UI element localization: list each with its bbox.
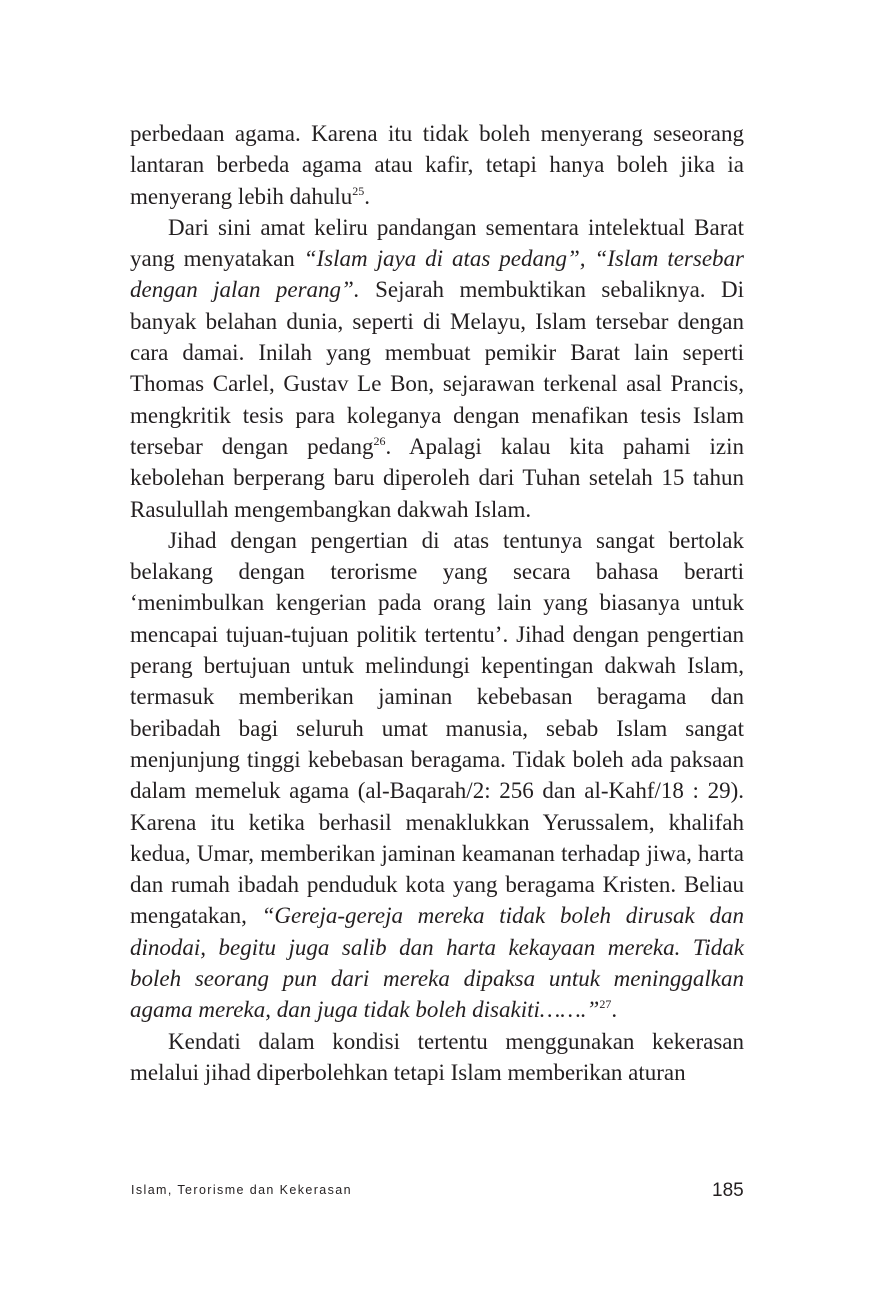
paragraph-2-quote: “Islam jaya di atas pedang”, “Islam tersebar dengan jalan perang”. <box>130 246 744 303</box>
page-body <box>130 118 744 1088</box>
paragraph-2-text-cont: Sejarah membuktikan sebaliknya. Di banyak belahan dunia, seperti di Melayu, Islam tersebar dengan cara damai. Inilah yang membuat pemikir Barat lain seperti Thomas Carlel, Gustav Le Bon, sejarawan terkenal asal Prancis, mengkritik tesis para koleganya dengan menafikan tesis Islam tersebar dengan pedang <box>130 277 744 459</box>
paragraph-2-text: Dari sini amat keliru pandangan sementara intelektual Barat yang menyatakan <box>130 214 744 272</box>
paragraph-2 <box>130 212 744 525</box>
running-footer-title: Islam, Terorisme dan Kekerasan <box>131 1183 353 1197</box>
footnote-ref-25[interactable]: 25 <box>352 183 365 198</box>
paragraph-4-text: Kendati dalam kondisi tertentu menggunakan kekerasan melalui jihad diperbolehkan tetapi Islam memberikan aturan <box>130 1028 744 1085</box>
paragraph-3 <box>130 525 744 1026</box>
paragraph-4 <box>130 1026 744 1089</box>
paragraph-3-quote: “Gereja-gereja mereka tidak boleh dirusak dan dinodai, begitu juga salib dan harta kekayaan mereka. Tidak boleh seorang pun dari mereka dipaksa untuk meninggalkan agama mereka, dan juga tidak boleh disakiti…….” <box>130 903 744 1023</box>
footnote-ref-27[interactable]: 27 <box>599 997 612 1012</box>
paragraph-3-text: Jihad dengan pengertian di atas tentunya sangat bertolak belakang dengan terorisme yang secara bahasa berarti ‘menimbulkan kengerian pada orang lain yang biasanya untuk mencapai tujuan-tujuan politik tertentu’. Jihad dengan pengertian perang bertujuan untuk melindungi kepentingan dakwah Islam, termasuk memberikan jaminan kebebasan beragama dan beribadah bagi seluruh umat manusia, sebab Islam sangat menjunjung tinggi kebebasan beragama. Tidak boleh ada paksaan dalam memeluk agama (al-Baqarah/2: 256 dan al-Kahf/18 : 29). Karena itu ketika berhasil menaklukkan Yerussalem, khalifah kedua, Umar, memberikan jaminan keamanan terhadap jiwa, harta dan rumah ibadah penduduk kota yang beragama Kristen. Beliau mengatakan, <box>130 527 744 929</box>
paragraph-1-end: . <box>364 183 371 209</box>
footnote-ref-26[interactable]: 26 <box>373 433 386 448</box>
page-number: 185 <box>712 1180 744 1201</box>
paragraph-1 <box>130 118 744 212</box>
paragraph-3-end: . <box>611 997 618 1023</box>
paragraph-1-text: perbedaan agama. Karena itu tidak boleh menyerang seseorang lantaran berbeda agama atau kafir, tetapi hanya boleh jika ia menyerang lebih dahulu <box>130 121 744 209</box>
paragraph-2-end: . Apalagi kalau kita pahami izin kebolehan berperang baru diperoleh dari Tuhan setelah 15 tahun Rasulullah mengembangkan dakwah Islam. <box>130 433 744 522</box>
